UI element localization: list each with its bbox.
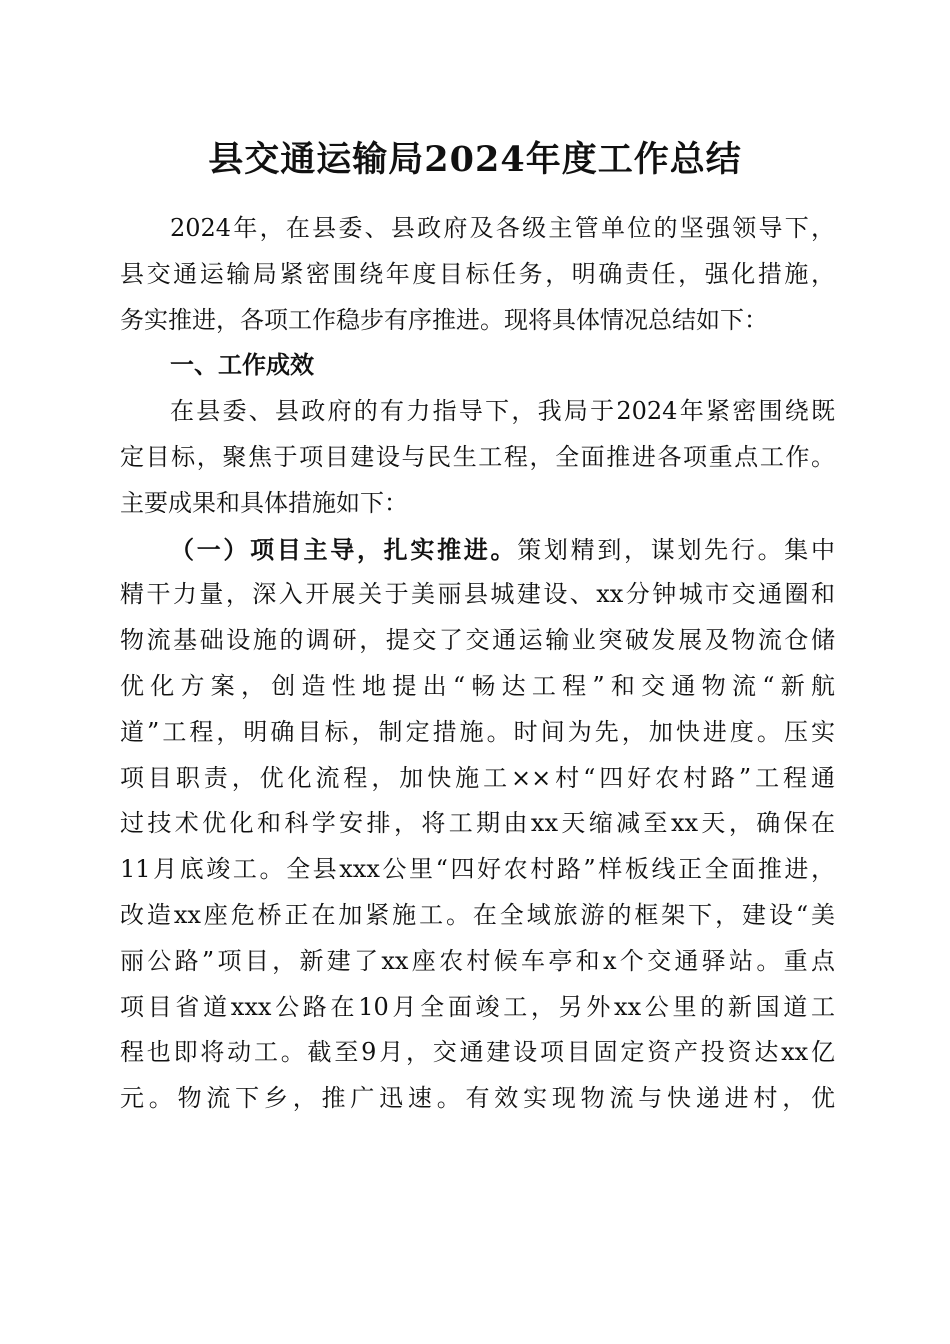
subsection-line: 元。物流下乡，推广迅速。有效实现物流与快递进村，优 [120,1084,835,1113]
subsection-line: 精干力量，深入开展关于美丽县城建设、xx分钟城市交通圈和 [120,580,835,609]
subsection-line: 改造xx座危桥正在加紧施工。在全域旅游的框架下，建设“美 [120,900,835,929]
document-body [120,206,835,1122]
document-title: 县交通运输局2024年度工作总结 [208,139,742,180]
subsection-line: 过技术优化和科学安排，将工期由xx天缩减至xx天，确保在 [120,809,835,838]
subsection-line: 项目职责，优化流程，加快施工××村“四好农村路”工程通 [120,763,835,792]
subsection-line: 程也即将动工。截至9月，交通建设项目固定资产投资达xx亿 [120,1038,835,1067]
subsection-line: 项目省道xxx公路在10月全面竣工，另外xx公里的新国道工 [120,992,835,1021]
subsection-line: 道”工程，明确目标，制定措施。时间为先，加快进度。压实 [120,717,835,746]
intro-line: 2024年，在县委、县政府及各级主管单位的坚强领导下， [170,214,835,242]
section-line: 定目标，聚焦于项目建设与民生工程，全面推进各项重点工作。 [120,442,835,471]
subsection-first-line [120,527,835,573]
section-heading: 一、工作成效 [170,351,314,380]
intro-line: 县交通运输局紧密围绕年度目标任务，明确责任，强化措施， [120,259,835,288]
subsection-line: 11月底竣工。全县xxx公里“四好农村路”样板线正全面推进， [120,855,835,884]
subsection-first-rest: 策划精到，谋划先行。集中 [517,535,835,564]
section-line: 主要成果和具体措施如下： [120,488,408,517]
subsection-heading: （一）项目主导，扎实推进。 [170,534,518,564]
intro-line: 务实推进，各项工作稳步有序推进。现将具体情况总结如下： [120,305,768,334]
subsection-line: 物流基础设施的调研，提交了交通运输业突破发展及物流仓储 [120,626,835,655]
subsection-line: 丽公路”项目，新建了xx座农村候车亭和x个交通驿站。重点 [120,946,835,975]
section-line: 在县委、县政府的有力指导下，我局于2024年紧密围绕既 [170,397,835,426]
subsection-line: 优化方案，创造性地提出“畅达工程”和交通物流“新航 [120,671,835,700]
